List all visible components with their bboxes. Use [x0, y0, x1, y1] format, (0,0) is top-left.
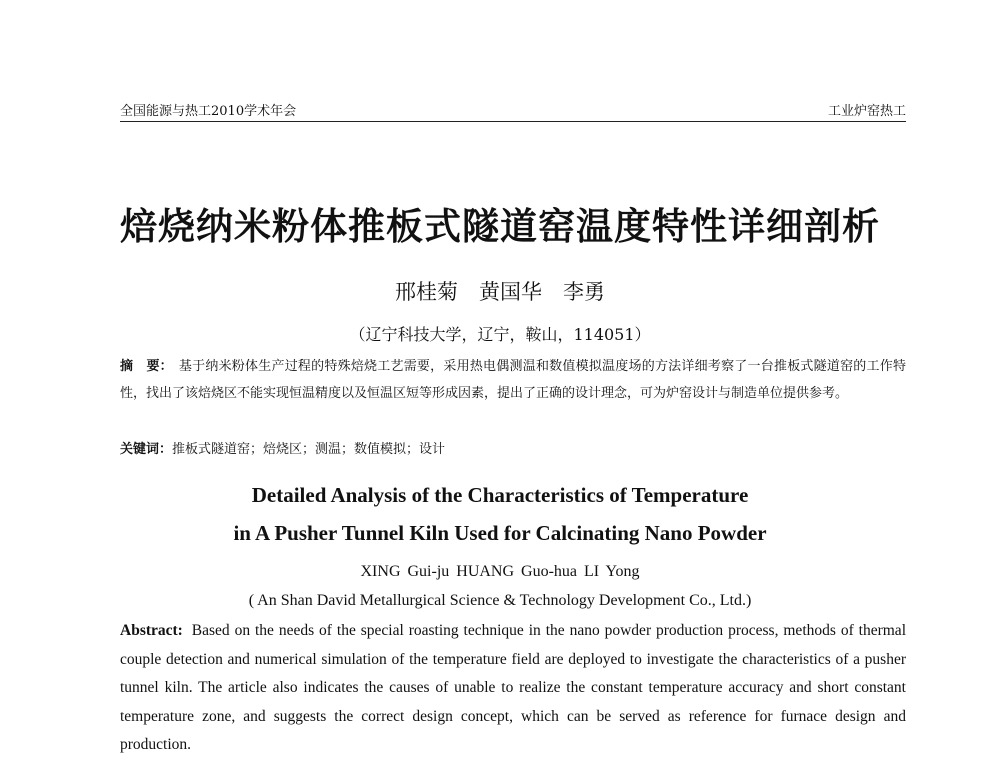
- chinese-abstract-text: 基于纳米粉体生产过程的特殊焙烧工艺需要，采用热电偶测温和数值模拟温度场的方法详细考察了一台推板式隧道窑的工作特性，找出了该焙烧区不能实现恒温精度以及恒温区短等形成因素，提出了正确的设计理念，可为炉窑设计与制造单位提供参考。: [120, 359, 906, 401]
- english-title-line-1: Detailed Analysis of the Characteristics of Temperature: [251, 483, 749, 507]
- english-abstract-text: Based on the needs of the special roasting technique in the nano powder production process, methods of thermal couple detection and numerical simulation of the temperature field are deployed to investigate the characteristics of a pusher tunnel kiln. The article also indicates the causes of unable to realize the constant temperature accuracy and short constant temperature zone, and suggests the correct design concept, which can be served as reference for furnace design and production.: [120, 622, 906, 753]
- chinese-keywords-text: 推板式隧道窑；焙烧区；测温；数值模拟；设计: [172, 442, 446, 457]
- chinese-title: 焙烧纳米粉体推板式隧道窑温度特性详细剖析: [120, 205, 880, 248]
- chinese-abstract-label: 摘 要：: [120, 359, 173, 374]
- chinese-keywords: [120, 439, 906, 461]
- chinese-abstract: [120, 353, 906, 407]
- english-title-line-2: in A Pusher Tunnel Kiln Used for Calcinating Nano Powder: [233, 521, 767, 545]
- english-affiliation: ( An Shan David Metallurgical Science & Technology Development Co., Ltd.): [248, 592, 752, 609]
- english-abstract: [120, 617, 906, 760]
- running-header: [120, 103, 906, 122]
- english-title: [0, 476, 1000, 552]
- chinese-authors: 邢桂菊 黄国华 李勇: [395, 280, 605, 304]
- section-name: 工业炉窑热工: [827, 104, 906, 119]
- chinese-keywords-label: 关键词：: [120, 442, 173, 457]
- english-abstract-label: Abstract:: [120, 622, 183, 639]
- chinese-affiliation: （辽宁科技大学，辽宁，鞍山，114051）: [349, 325, 651, 344]
- conference-name: 全国能源与热工2010学术年会: [120, 104, 297, 119]
- english-authors: XING Gui-ju HUANG Guo-hua LI Yong: [360, 563, 640, 580]
